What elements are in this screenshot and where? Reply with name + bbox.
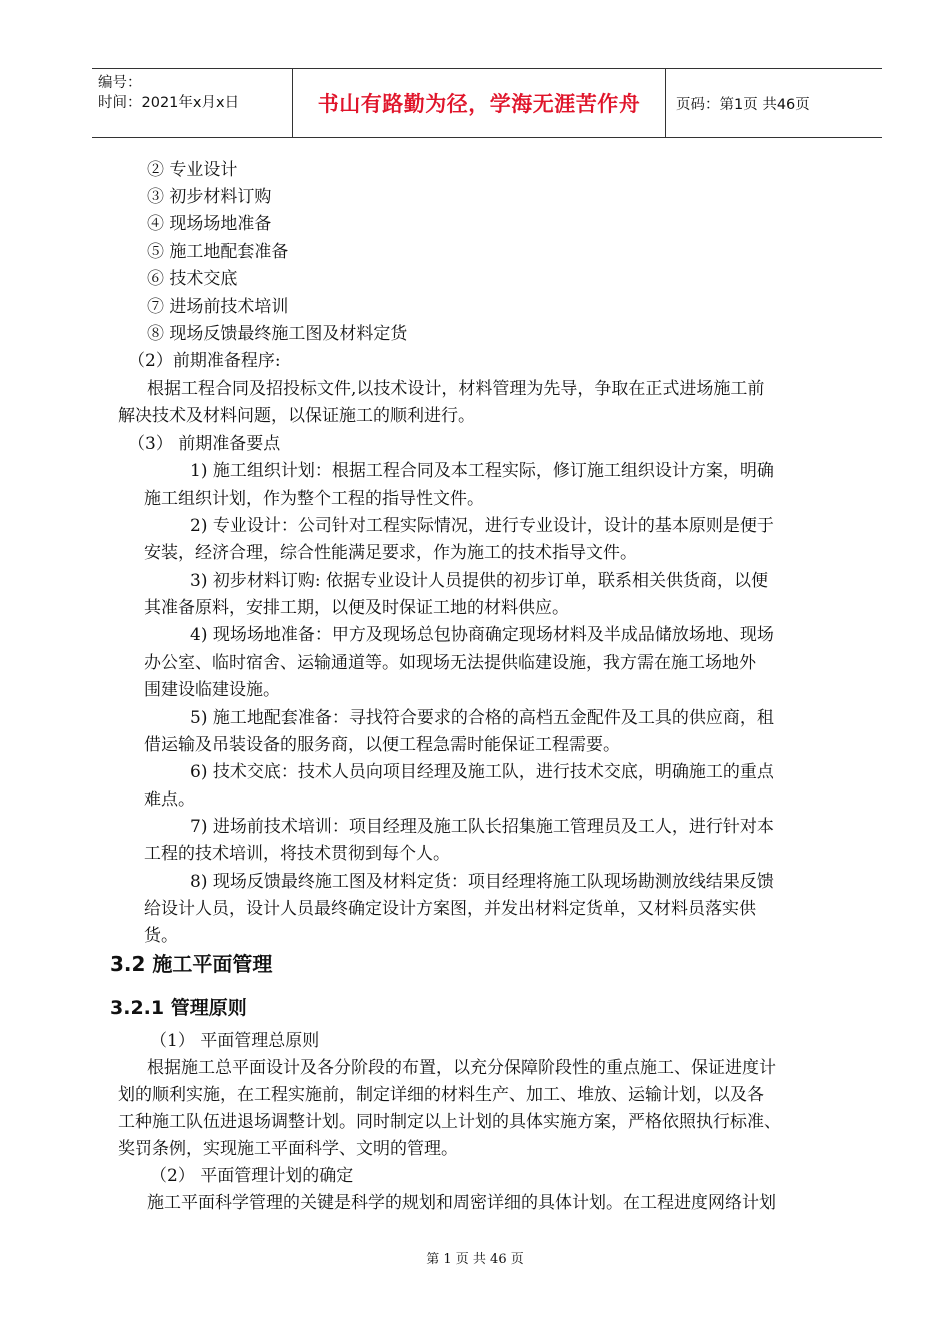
- step-line: 其准备原料，安排工期，以便及时保证工地的材料供应。: [144, 598, 569, 618]
- header-number: 编号：: [98, 75, 142, 91]
- list-item: ⑦ 进场前技术培训: [147, 297, 289, 317]
- step-line: 5) 施工地配套准备：寻找符合要求的合格的高档五金配件及工具的供应商，租: [190, 708, 774, 728]
- header-motto-cell: [293, 69, 666, 137]
- header-time: 时间：2021年x月x日: [98, 95, 240, 111]
- page-footer: 第 1 页 共 46 页: [426, 1252, 524, 1267]
- paragraph-line: 奖罚条例，实现施工平面科学、文明的管理。: [118, 1139, 458, 1159]
- paragraph-line: 工种施工队伍进退场调整计划。同时制定以上计划的具体实施方案，严格依照执行标准、: [118, 1112, 781, 1132]
- heading-3-2-1: 3.2.1 管理原则: [110, 997, 247, 1019]
- heading-3-2: 3.2 施工平面管理: [110, 952, 273, 976]
- list-item: ⑥ 技术交底: [147, 269, 238, 289]
- step-line: 安装，经济合理，综合性能满足要求，作为施工的技术指导文件。: [144, 543, 637, 563]
- principle-2-title: （2） 平面管理计划的确定: [150, 1166, 354, 1186]
- paragraph-line: 解决技术及材料问题，以保证施工的顺利进行。: [118, 406, 475, 426]
- step-line: 8) 现场反馈最终施工图及材料定货：项目经理将施工队现场勘测放线结果反馈: [190, 872, 774, 892]
- list-item: ⑤ 施工地配套准备: [147, 242, 289, 262]
- section-3-title: （3） 前期准备要点: [128, 434, 281, 454]
- step-line: 3) 初步材料订购: 依据专业设计人员提供的初步订单，联系相关供货商，以便: [190, 571, 768, 591]
- section-2-title: （2）前期准备程序:: [128, 351, 281, 371]
- list-item: ② 专业设计: [147, 160, 238, 180]
- step-line: 4) 现场场地准备：甲方及现场总包协商确定现场材料及半成品储放场地、现场: [190, 625, 774, 645]
- step-line: 工程的技术培训，将技术贯彻到每个人。: [144, 844, 450, 864]
- list-item: ⑧ 现场反馈最终施工图及材料定货: [147, 324, 408, 344]
- paragraph-line: 划的顺利实施，在工程实施前，制定详细的材料生产、加工、堆放、运输计划，以及各: [118, 1085, 764, 1105]
- page-header: [92, 68, 882, 138]
- header-page-info: 页码：第1页 共46页: [676, 96, 810, 113]
- step-line: 7) 进场前技术培训：项目经理及施工队长招集施工管理员及工人，进行针对本: [190, 817, 774, 837]
- step-line: 借运输及吊装设备的服务商，以便工程急需时能保证工程需要。: [144, 735, 620, 755]
- step-line: 给设计人员，设计人员最终确定设计方案图，并发出材料定货单，又材料员落实供: [144, 899, 756, 919]
- step-line: 难点。: [144, 790, 195, 810]
- step-line: 围建设临建设施。: [144, 680, 280, 700]
- step-line: 办公室、临时宿舍、运输通道等。如现场无法提供临建设施，我方需在施工场地外: [144, 653, 756, 673]
- principle-1-title: （1） 平面管理总原则: [150, 1031, 320, 1051]
- step-line: 2) 专业设计：公司针对工程实际情况，进行专业设计，设计的基本原则是便于: [190, 516, 774, 536]
- list-item: ④ 现场场地准备: [147, 214, 272, 234]
- paragraph-line: 根据施工总平面设计及各分阶段的布置，以充分保障阶段性的重点施工、保证进度计: [147, 1058, 776, 1078]
- list-item: ③ 初步材料订购: [147, 187, 272, 207]
- step-line: 施工组织计划，作为整个工程的指导性文件。: [144, 489, 484, 509]
- header-meta: [92, 69, 293, 137]
- step-line: 货。: [144, 926, 178, 946]
- step-line: 6) 技术交底：技术人员向项目经理及施工队，进行技术交底，明确施工的重点: [190, 762, 774, 782]
- paragraph-line: 根据工程合同及招投标文件,以技术设计，材料管理为先导，争取在正式进场施工前: [147, 379, 765, 399]
- step-line: 1) 施工组织计划：根据工程合同及本工程实际，修订施工组织设计方案，明确: [190, 461, 774, 481]
- paragraph-line: 施工平面科学管理的关键是科学的规划和周密详细的具体计划。在工程进度网络计划: [147, 1193, 776, 1213]
- header-motto: 书山有路勤为径，学海无涯苦作舟: [317, 92, 641, 116]
